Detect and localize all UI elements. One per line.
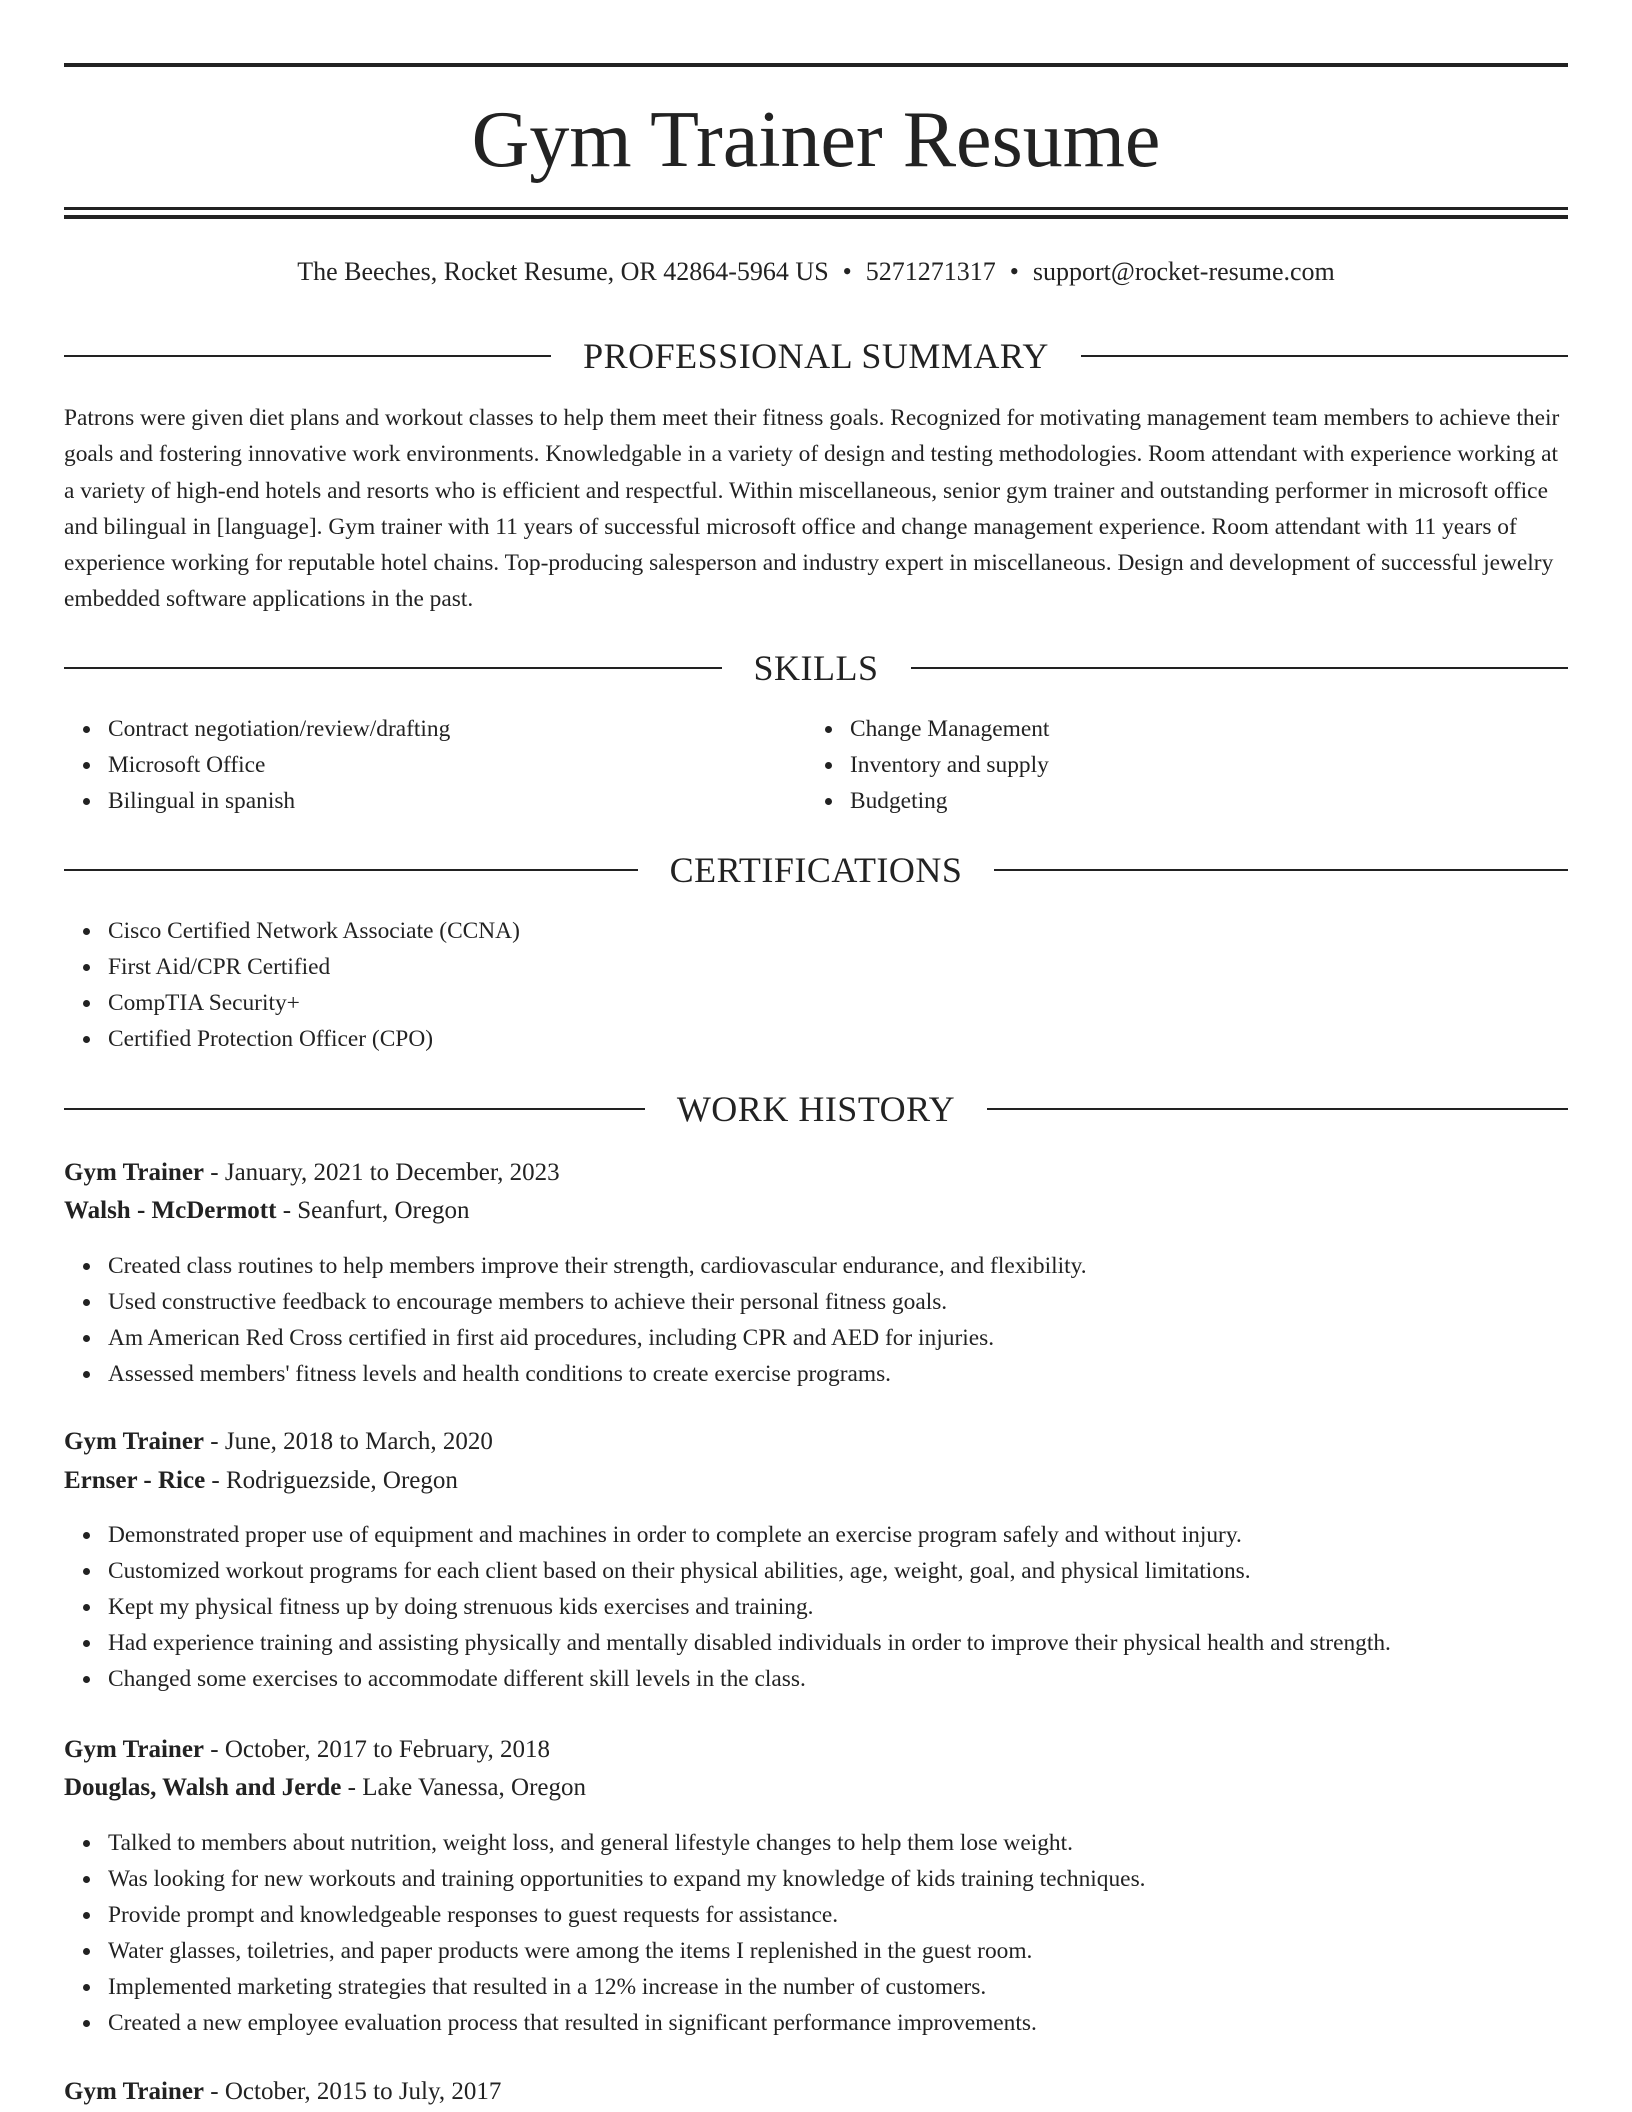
contact-phone: 5271271317 (865, 257, 996, 286)
job-bullet: Created a new employee evaluation process that resulted in significant performance improvements. (108, 2005, 1146, 2041)
job-bullet: Had experience training and assisting physically and mentally disabled individuals in order to improve their physical health and strength. (108, 1625, 1391, 1661)
heading-rule (987, 1108, 1568, 1110)
job-title: Gym Trainer (64, 1428, 205, 1455)
job-dates: January, 2021 to December, 2023 (224, 1159, 560, 1186)
certification-item: Certified Protection Officer (CPO) (108, 1021, 520, 1057)
job-company: Ernser - Rice (64, 1467, 206, 1494)
heading-rule (64, 667, 722, 669)
heading-rule (64, 355, 551, 357)
contact-address: The Beeches, Rocket Resume, OR 42864-5964 US (297, 257, 829, 286)
job-separator: - (204, 1428, 225, 1455)
job-separator: - (341, 1774, 363, 1801)
job-bullets (64, 1248, 1087, 1392)
heading-rule (1081, 355, 1568, 357)
contact-email: support@rocket-resume.com (1032, 257, 1335, 286)
skill-item: Change Management (850, 711, 1049, 747)
heading-rule (64, 869, 638, 871)
heading-rule (994, 869, 1568, 871)
job-location: Rodriguezside, Oregon (226, 1467, 458, 1494)
top-rule (64, 63, 1568, 67)
job-company: Walsh - McDermott (64, 1197, 277, 1224)
section-heading-work-history (64, 1087, 1568, 1131)
section-title: WORK HISTORY (676, 1089, 956, 1129)
job-dates: October, 2015 to July, 2017 (224, 2078, 502, 2105)
skill-item: Budgeting (850, 783, 1049, 819)
title-rule-lower (64, 215, 1568, 219)
job-bullet: Kept my physical fitness up by doing strenuous kids exercises and training. (108, 1589, 1391, 1625)
job-bullet: Provide prompt and knowledgeable responses to guest requests for assistance. (108, 1897, 1146, 1933)
job-title-line (64, 1424, 1568, 1460)
job-title-line (64, 1732, 1568, 1768)
job-bullet: Demonstrated proper use of equipment and machines in order to complete an exercise program safely and without injury. (108, 1517, 1391, 1553)
job-title: Gym Trainer (64, 2078, 205, 2105)
job-separator: - (204, 1159, 225, 1186)
skill-item: Microsoft Office (108, 747, 450, 783)
job-separator: - (204, 2078, 225, 2105)
section-title: SKILLS (753, 648, 879, 688)
job-bullet: Changed some exercises to accommodate different skill levels in the class. (108, 1661, 1391, 1697)
job-location: Seanfurt, Oregon (297, 1197, 470, 1224)
job-bullet: Talked to members about nutrition, weight loss, and general lifestyle changes to help them lose weight. (108, 1825, 1146, 1861)
title-rule-upper (64, 207, 1568, 210)
job-bullet: Implemented marketing strategies that resulted in a 12% increase in the number of customers. (108, 1969, 1146, 2005)
job-separator: - (276, 1197, 298, 1224)
certification-item: CompTIA Security+ (108, 985, 520, 1021)
skills-list-right (806, 711, 1049, 819)
job-title: Gym Trainer (64, 1159, 205, 1186)
job-company-line (64, 1193, 1568, 1229)
heading-rule (64, 1108, 645, 1110)
job-bullet: Was looking for new workouts and training opportunities to expand my knowledge of kids training techniques. (108, 1861, 1146, 1897)
job-bullet: Used constructive feedback to encourage members to achieve their personal fitness goals. (108, 1284, 1087, 1320)
job-bullets (64, 1825, 1146, 2041)
section-heading-certifications (64, 848, 1568, 892)
heading-rule (911, 667, 1569, 669)
section-heading-skills (64, 646, 1568, 690)
job-bullet: Customized workout programs for each client based on their physical abilities, age, weight, goal, and physical limitations. (108, 1553, 1391, 1589)
certification-item: Cisco Certified Network Associate (CCNA) (108, 913, 520, 949)
skill-item: Bilingual in spanish (108, 783, 450, 819)
job-bullet: Assessed members' fitness levels and health conditions to create exercise programs. (108, 1356, 1087, 1392)
skill-item: Inventory and supply (850, 747, 1049, 783)
job-dates: October, 2017 to February, 2018 (224, 1736, 550, 1763)
job-separator: - (204, 1736, 225, 1763)
job-bullet: Water glasses, toiletries, and paper products were among the items I replenished in the guest room. (108, 1933, 1146, 1969)
section-heading-summary (64, 334, 1568, 378)
contact-separator: • (842, 257, 852, 286)
job-dates: June, 2018 to March, 2020 (224, 1428, 493, 1455)
certification-item: First Aid/CPR Certified (108, 949, 520, 985)
page-title: Gym Trainer Resume (471, 96, 1161, 184)
contact-separator: • (1009, 257, 1019, 286)
job-title-line (64, 1155, 1568, 1191)
section-title: CERTIFICATIONS (669, 850, 963, 890)
job-bullets (64, 1517, 1391, 1697)
certifications-list (64, 913, 520, 1057)
section-title: PROFESSIONAL SUMMARY (583, 336, 1049, 376)
job-location: Lake Vanessa, Oregon (362, 1774, 586, 1801)
summary-text: Patrons were given diet plans and workout classes to help them meet their fitness goals. Recognized for motivating management team members to achieve their goals and fostering innovative work environments. Knowledgable in a variety of design and testing methodologies. Room attendant with experience working at a variety of high-end hotels and resorts who is efficient and respectful. Within miscellaneous, senior gym trainer and outstanding performer in microsoft office and bilingual in [language]. Gym trainer with 11 years of successful microsoft office and change management experience. Room attendant with 11 years of experience working for reputable hotel chains. Top-producing salesperson and industry expert in miscellaneous. Design and development of successful jewelry embedded software applications in the past. (64, 405, 1560, 613)
job-title: Gym Trainer (64, 1736, 205, 1763)
skill-item: Contract negotiation/review/drafting (108, 711, 450, 747)
job-company-line (64, 1770, 1568, 1806)
job-company-line (64, 1463, 1568, 1499)
contact-line (64, 254, 1568, 290)
job-separator: - (205, 1467, 226, 1494)
job-title-line (64, 2074, 1568, 2110)
job-bullet: Am American Red Cross certified in first aid procedures, including CPR and AED for injuries. (108, 1320, 1087, 1356)
job-bullet: Created class routines to help members improve their strength, cardiovascular endurance, and flexibility. (108, 1248, 1087, 1284)
job-company: Douglas, Walsh and Jerde (64, 1774, 342, 1801)
skills-list-left (64, 711, 450, 819)
